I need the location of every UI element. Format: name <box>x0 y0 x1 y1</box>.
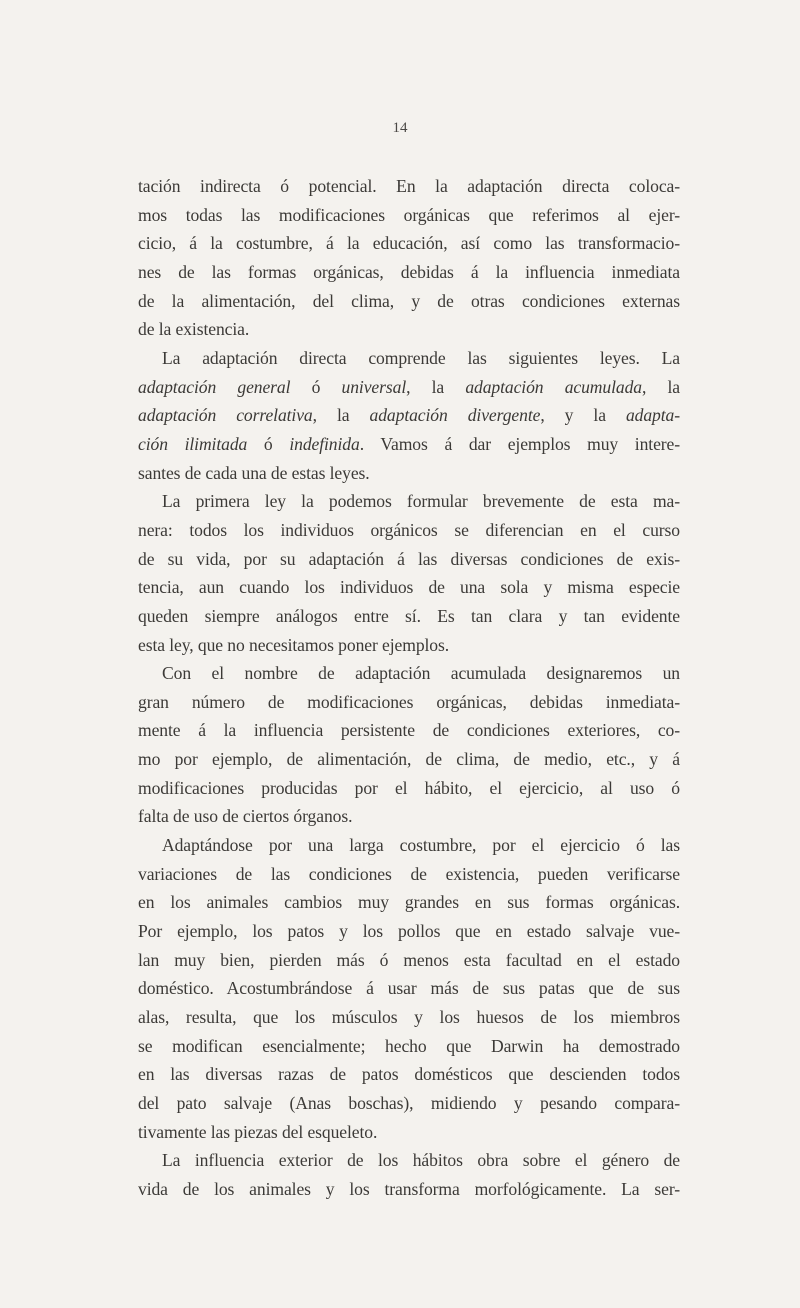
text-line: queden siempre análogos entre sí. Es tan clara y tan evidente <box>138 605 680 626</box>
text-line: alas, resulta, que los músculos y los huesos de los miembros <box>138 1007 680 1028</box>
text-line: Con el nombre de adaptación acumulada designaremos un <box>162 663 680 684</box>
text-line: se modifican esencialmente; hecho que Darwin ha demostrado <box>138 1035 680 1056</box>
text-line: variaciones de las condiciones de existencia, pueden verificarse <box>138 863 680 884</box>
paragraph-2 <box>138 344 680 487</box>
text-line: La influencia exterior de los hábitos obra sobre el género de <box>162 1150 680 1171</box>
text-line: doméstico. Acostumbrándose á usar más de sus patas que de sus <box>138 978 680 999</box>
text-line: de la existencia. <box>138 319 250 340</box>
text-line: lan muy bien, pierden más ó menos esta facultad en el estado <box>138 949 680 970</box>
text-line: mente á la influencia persistente de condiciones exteriores, co- <box>138 720 680 741</box>
text-line: adaptación general ó universal, la adaptación acumulada, la <box>138 376 680 397</box>
text-line: falta de uso de ciertos órganos. <box>138 806 353 827</box>
text-line: en los animales cambios muy grandes en sus formas orgánicas. <box>138 892 680 913</box>
text-line: tación indirecta ó potencial. En la adaptación directa coloca- <box>138 176 680 196</box>
text-line: ción ilimitada ó indefinida. Vamos á dar ejemplos muy intere- <box>138 433 681 454</box>
text-line: tivamente las piezas del esqueleto. <box>138 1121 378 1142</box>
text-line: en las diversas razas de patos domésticos que descienden todos <box>138 1064 680 1085</box>
text-line: gran número de modificaciones orgánicas, debidas inmediata- <box>138 691 680 712</box>
text-line: del pato salvaje (Anas boschas), midiendo y pesando compara- <box>138 1093 680 1113</box>
text-line: nera: todos los individuos orgánicos se diferencian en el curso <box>138 519 680 540</box>
body-text <box>138 172 680 1204</box>
text-line: cicio, á la costumbre, á la educación, así como las transformacio- <box>138 233 680 254</box>
text-line: mo por ejemplo, de alimentación, de clima, de medio, etc., y á <box>138 749 680 770</box>
paragraph-6 <box>138 1146 680 1203</box>
text-line: santes de cada una de estas leyes. <box>138 462 370 483</box>
text-line: tencia, aun cuando los individuos de una sola y misma especie <box>138 577 680 598</box>
paragraph-5 <box>138 831 680 1146</box>
page-number: 14 <box>392 120 408 136</box>
text-line: adaptación correlativa, la adaptación divergente, y la adapta- <box>138 405 681 426</box>
text-line: mos todas las modificaciones orgánicas que referimos al ejer- <box>138 204 680 225</box>
text-line: modificaciones producidas por el hábito, el ejercicio, al uso ó <box>138 777 680 798</box>
text-line: Por ejemplo, los patos y los pollos que en estado salvaje vue- <box>138 921 680 942</box>
text-line: La primera ley la podemos formular brevemente de esta ma- <box>162 491 680 512</box>
paragraph-4 <box>138 659 680 831</box>
text-line: vida de los animales y los transforma morfológicamente. La ser- <box>138 1178 680 1199</box>
text-line: de la alimentación, del clima, y de otras condiciones externas <box>138 290 680 311</box>
text-line: de su vida, por su adaptación á las diversas condiciones de exis- <box>138 548 680 569</box>
text-line: esta ley, que no necesitamos poner ejemplos. <box>138 634 450 655</box>
paragraph-3 <box>138 487 680 659</box>
text-line: Adaptándose por una larga costumbre, por el ejercicio ó las <box>162 835 680 856</box>
text-line: nes de las formas orgánicas, debidas á la influencia inmediata <box>138 261 680 282</box>
paragraph-1 <box>138 172 680 344</box>
text-line: La adaptación directa comprende las siguientes leyes. La <box>162 347 680 368</box>
